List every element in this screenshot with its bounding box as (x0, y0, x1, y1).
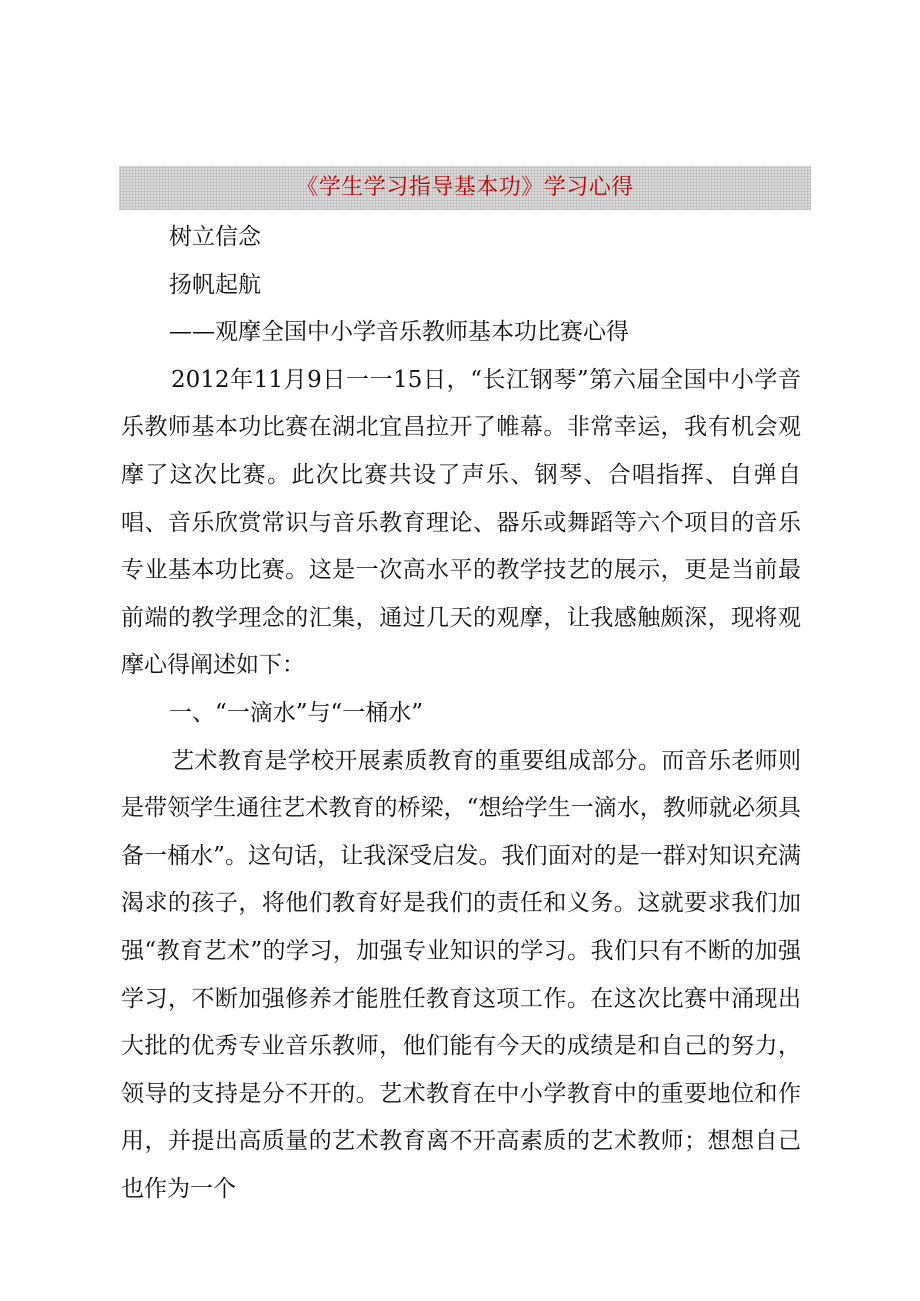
document-title: 《学生学习指导基本功》学习心得 (296, 175, 634, 200)
section-heading: 一、“一滴水”与“一桶水” (169, 699, 424, 726)
subtitle-line-2: 扬帆起航 (169, 271, 261, 298)
paragraph-section-1: 艺术教育是学校开展素质教育的重要组成部分。而音乐老师则是带领学生通往艺术教育的桥梁，“想给学生一滴水，教师就必须具备一桶水”。这句话，让我深受启发。我们面对的是一群对知识充满渴求的孩子，将他们教育好是我们的责任和义务。这就要求我们加强“教育艺术”的学习，加强专业知识的学习。我们只有不断的加强学习，不断加强修养才能胜任教育这项工作。在这次比赛中涌现出大批的优秀专业音乐教师，他们能有今天的成绩是和自己的努力，领导的支持是分不开的。艺术教育在中小学教育中的重要地位和作用，并提出高质量的艺术教育离不开高素质的艺术教师；想想自己也作为一个 (121, 747, 801, 1202)
document-body (121, 214, 801, 1213)
subtitle-line-3: ——观摩全国中小学音乐教师基本功比赛心得 (169, 319, 629, 346)
title-banner (119, 166, 811, 210)
subtitle-line-1: 树立信念 (169, 224, 261, 250)
paragraph-intro: 2012年11月9日一一15日，“长江钢琴”第六届全国中小学音乐教师基本功比赛在湖北宜昌拉开了帷幕。非常幸运，我有机会观摩了这次比赛。此次比赛共设了声乐、钢琴、合唱指挥、自弹自唱、音乐欣赏常识与音乐教育理论、器乐或舞蹈等六个项目的音乐专业基本功比赛。这是一次高水平的教学技艺的展示，更是当前最前端的教学理念的汇集，通过几天的观摩，让我感触颇深，现将观摩心得阐述如下： (121, 366, 801, 679)
